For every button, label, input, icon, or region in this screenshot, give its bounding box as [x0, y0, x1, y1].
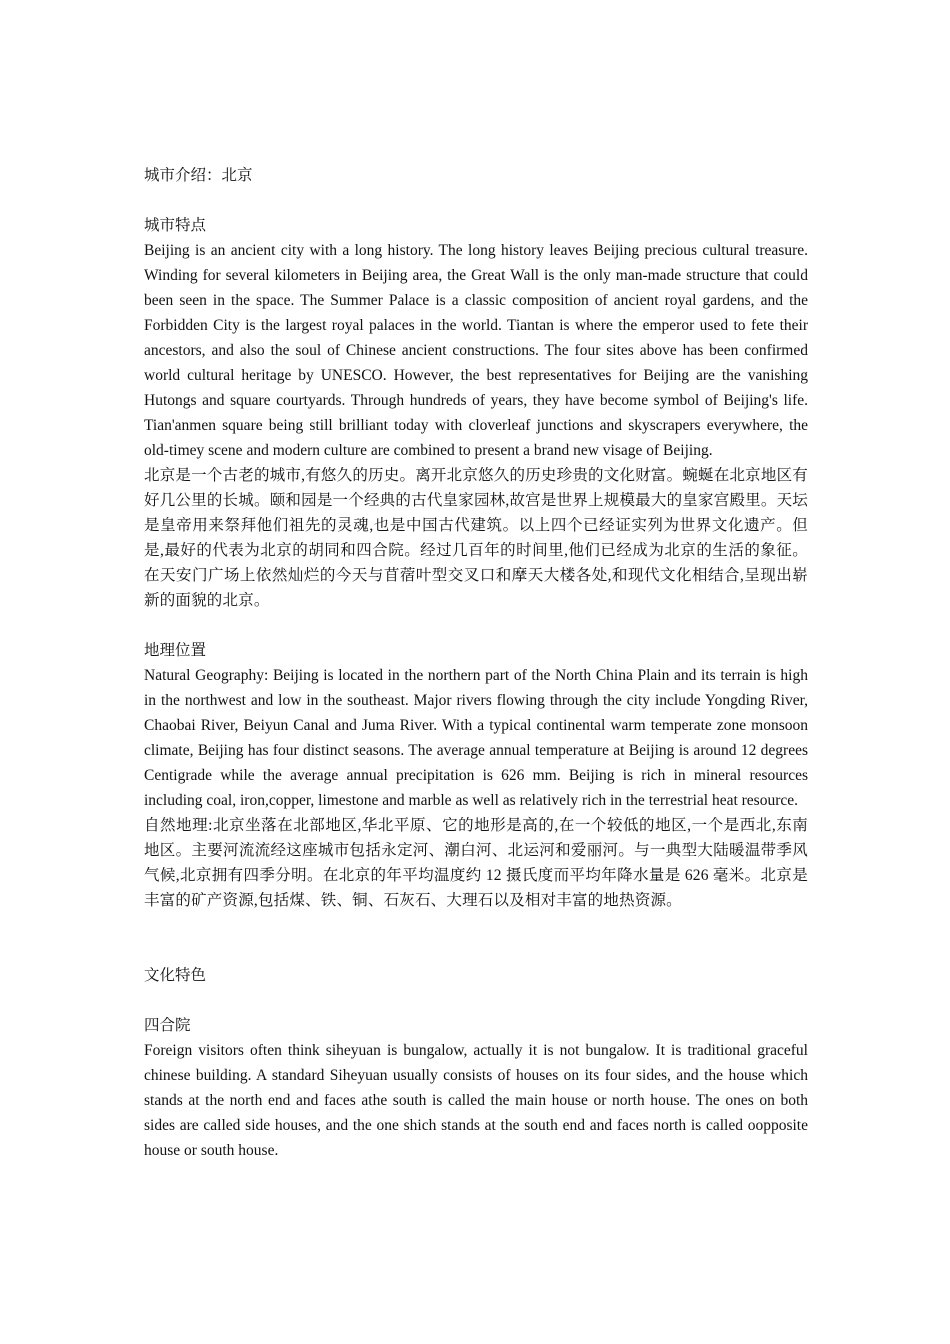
culture-heading: 文化特色 [144, 967, 207, 984]
document-body [144, 163, 808, 1163]
geography-chinese-paragraph: 自然地理:北京坐落在北部地区,华北平原、它的地形是高的,在一个较低的地区,一个是西北,东南地区。主要河流流经这座城市包括永定河、潮白河、北运河和爱丽河。与一典型大陆暖温带季风气候,北京拥有四季分明。在北京的年平均温度约 12 摄氏度而平均年降水量是 626 毫米。北京是丰富的矿产资源,包括煤、铁、铜、石灰石、大理石以及相对丰富的地热资源。 [144, 817, 808, 909]
siheyuan-heading: 四合院 [144, 1017, 191, 1034]
spacer [144, 988, 808, 1013]
document-title: 城市介绍：北京 [144, 167, 253, 184]
geography-english-paragraph: Natural Geography: Beijing is located in the northern part of the North China Plain and its terrain is high in the northwest and low in the southeast. Major rivers flowing through the city include Yongding River, Chaobai River, Beiyun Canal and Juma River. With a typical continental warm temperate zone monsoon climate, Beijing has four distinct seasons. The average annual temperature at Beijing is around 12 degrees Centigrade while the average annual precipitation is 626 mm. Beijing is rich in mineral resources including coal, iron,copper, limestone and marble as well as relatively rich in the terrestrial heat resource. [144, 667, 808, 809]
spacer [144, 913, 808, 963]
features-chinese-paragraph: 北京是一个古老的城市,有悠久的历史。离开北京悠久的历史珍贵的文化财富。蜿蜒在北京地区有好几公里的长城。颐和园是一个经典的古代皇家园林,故宫是世界上规模最大的皇家宫殿里。天坛是皇帝用来祭拜他们祖先的灵魂,也是中国古代建筑。以上四个已经证实列为世界文化遗产。但是,最好的代表为北京的胡同和四合院。经过几百年的时间里,他们已经成为北京的生活的象征。在天安门广场上依然灿烂的今天与苜蓿叶型交叉口和摩天大楼各处,和现代文化相结合,呈现出崭新的面貌的北京。 [144, 467, 808, 609]
features-heading: 城市特点 [144, 217, 207, 234]
geography-heading: 地理位置 [144, 642, 207, 659]
siheyuan-english-paragraph: Foreign visitors often think siheyuan is bungalow, actually it is not bungalow. It is traditional graceful chinese building. A standard Siheyuan usually consists of houses on its four sides, and the house which stands at the north end and faces athe south is called the main house or north house. The ones on both sides are called side houses, and the one shich stands at the south end and faces north is called oopposite house or south house. [144, 1042, 808, 1159]
spacer [144, 613, 808, 638]
spacer [144, 188, 808, 213]
features-english-paragraph: Beijing is an ancient city with a long history. The long history leaves Beijing precious cultural treasure. Winding for several kilometers in Beijing area, the Great Wall is the only man-made structure that could been seen in the space. The Summer Palace is a classic composition of ancient royal gardens, and the Forbidden City is the largest royal palaces in the world. Tiantan is where the emperor used to fete their ancestors, and also the soul of Chinese ancient constructions. The four sites above has been confirmed world cultural heritage by UNESCO. However, the best representatives for Beijing are the vanishing Hutongs and square courtyards. Through hundreds of years, they have become symbol of Beijing's life. Tian'anmen square being still brilliant today with cloverleaf junctions and skyscrapers everywhere, the old-timey scene and modern culture are combined to present a brand new visage of Beijing. [144, 242, 808, 459]
